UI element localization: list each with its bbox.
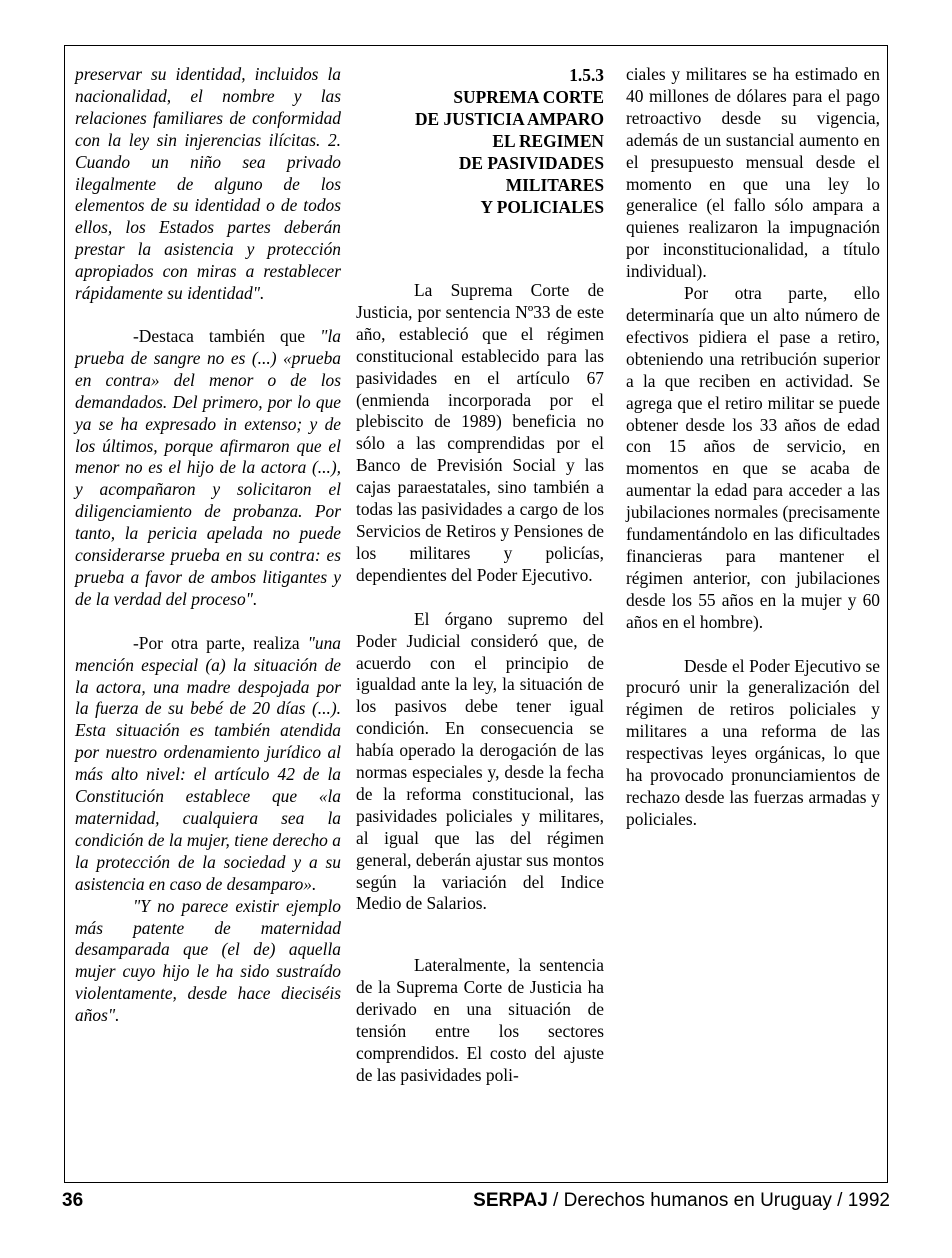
quote: "una mención especial (a) la situación de la actora, una madre despojada por la fuerza de su bebé de 20 días (...). Esta situación es también atendida por nuestro ordenamiento jurídico al más alto nivel: el artículo 42 de la Constitución establece que «la maternidad, cualquiera sea la condición de la mujer, tiene derecho a la protección de la sociedad y a su asistencia en caso de desamparo». <box>75 632 341 894</box>
heading-line: Y POLICIALES <box>480 197 604 217</box>
heading-line: SUPREMA CORTE <box>453 87 604 107</box>
section-heading <box>356 64 604 218</box>
column-2 <box>356 64 604 1087</box>
paragraph-lead: -Por otra parte, realiza <box>133 632 308 653</box>
paragraph <box>75 633 341 896</box>
paragraph: Lateralmente, la sentencia de la Suprema Corte de Justicia ha derivado en una situación de tensión entre los sectores comprendidos. El costo del ajuste de las pasividades poli- <box>356 955 604 1085</box>
heading-line: DE PASIVIDADES <box>458 153 604 173</box>
paragraph: ciales y militares se ha estimado en 40 millones de dólares para el pago retroactivo desde su vigencia, además de un sustancial aumento en el presupuesto mensual desde el momento en que una ley lo generalice (el fallo sólo ampara a quienes realizaron la impugnación por inconstitucionalidad, a título individual). <box>626 64 880 282</box>
column-1 <box>75 64 341 1027</box>
section-number: 1.5.3 <box>569 65 604 85</box>
page-frame <box>64 45 888 1183</box>
paragraph: Por otra parte, ello determinaría que un alto número de efectivos pidiera el pase a retiro, obteniendo una retribución superior a la que reciben en actividad. Se agrega que el retiro militar se puede obtener desde los 33 años de edad con 15 años de servicio, en momentos en que se acaba de aumentar la edad para acceder a las jubilaciones normales (precisamente fundamentándolo en las dificultades financieras para mantener el régimen anterior, con jubilaciones desde los 55 años en la mujer y 60 años en el hombre). <box>626 283 880 632</box>
running-footer <box>473 1190 890 1212</box>
heading-line: MILITARES <box>505 175 604 195</box>
column-3 <box>626 64 880 831</box>
paragraph: "Y no parece existir ejemplo más patente de maternidad desamparada que (el de) aquella mujer cuyo hijo le ha sido sustraído violentamente, desde hace dieciséis años". <box>75 895 341 1026</box>
publisher-name: SERPAJ <box>473 1190 548 1211</box>
paragraph: La Suprema Corte de Justicia, por sentencia Nº33 de este año, estableció que el régimen constitucional establecido para las pasividades en el artículo 67 (enmienda incorporada por el plebiscito de 1989) beneficia no sólo a las comprendidas por el Banco de Previsión Social y las cajas paraestatales, sino también a todas las pasividades a cargo de los Servicios de Retiros y Pensiones de los militares y policías, dependientes del Poder Ejecutivo. <box>356 280 604 585</box>
publication-title: / Derechos humanos en Uruguay / 1992 <box>547 1190 890 1211</box>
paragraph-lead: -Destaca también que <box>133 325 321 346</box>
paragraph: preservar su identidad, incluidos la nacionalidad, el nombre y las relaciones familiares de conformidad con la ley sin injerencias ilícitas. 2. Cuando un niño sea privado ilegalmente de alguno de los elementos de su identidad o de todos ellos, los Estados partes deberán prestar la asistencia y protección apropiados con miras a restablecer rápidamente su identidad". <box>75 64 341 304</box>
paragraph: Desde el Poder Ejecutivo se procuró unir la generalización del régimen de retiros policiales y militares a una reforma de las respectivas leyes orgánicas, lo que ha provocado pronunciamientos de rechazo desde las fuerzas armadas y policiales. <box>626 655 880 829</box>
quote: "la prueba de sangre no es (...) «prueba en contra» del menor o de los demandados. Del primero, por lo que ya se ha expresado in extenso; y de los últimos, porque afirmaron que el menor no es el hijo de la actora (...), y acompañaron y solicitaron el diligenciamiento de probanza. Por tanto, la pericia apelada no puede considerarse prueba en su contra: es prueba a favor de ambos litigantes y de la verdad del proceso". <box>75 325 341 609</box>
heading-line: DE JUSTICIA AMPARO <box>414 109 604 129</box>
heading-line: EL REGIMEN <box>492 131 604 151</box>
paragraph: El órgano supremo del Poder Judicial consideró que, de acuerdo con el principio de igualdad ante la ley, la situación de los pasivos debe tener igual condición. En consecuencia se había operado la derogación de las normas especiales y, desde la fecha de la reforma constitucional, las pasividades policiales y militares, al igual que las del régimen general, deberán ajustar sus montos según la variación del Indice Medio de Salarios. <box>356 608 604 914</box>
paragraph <box>75 326 341 611</box>
page-number: 36 <box>62 1190 84 1211</box>
